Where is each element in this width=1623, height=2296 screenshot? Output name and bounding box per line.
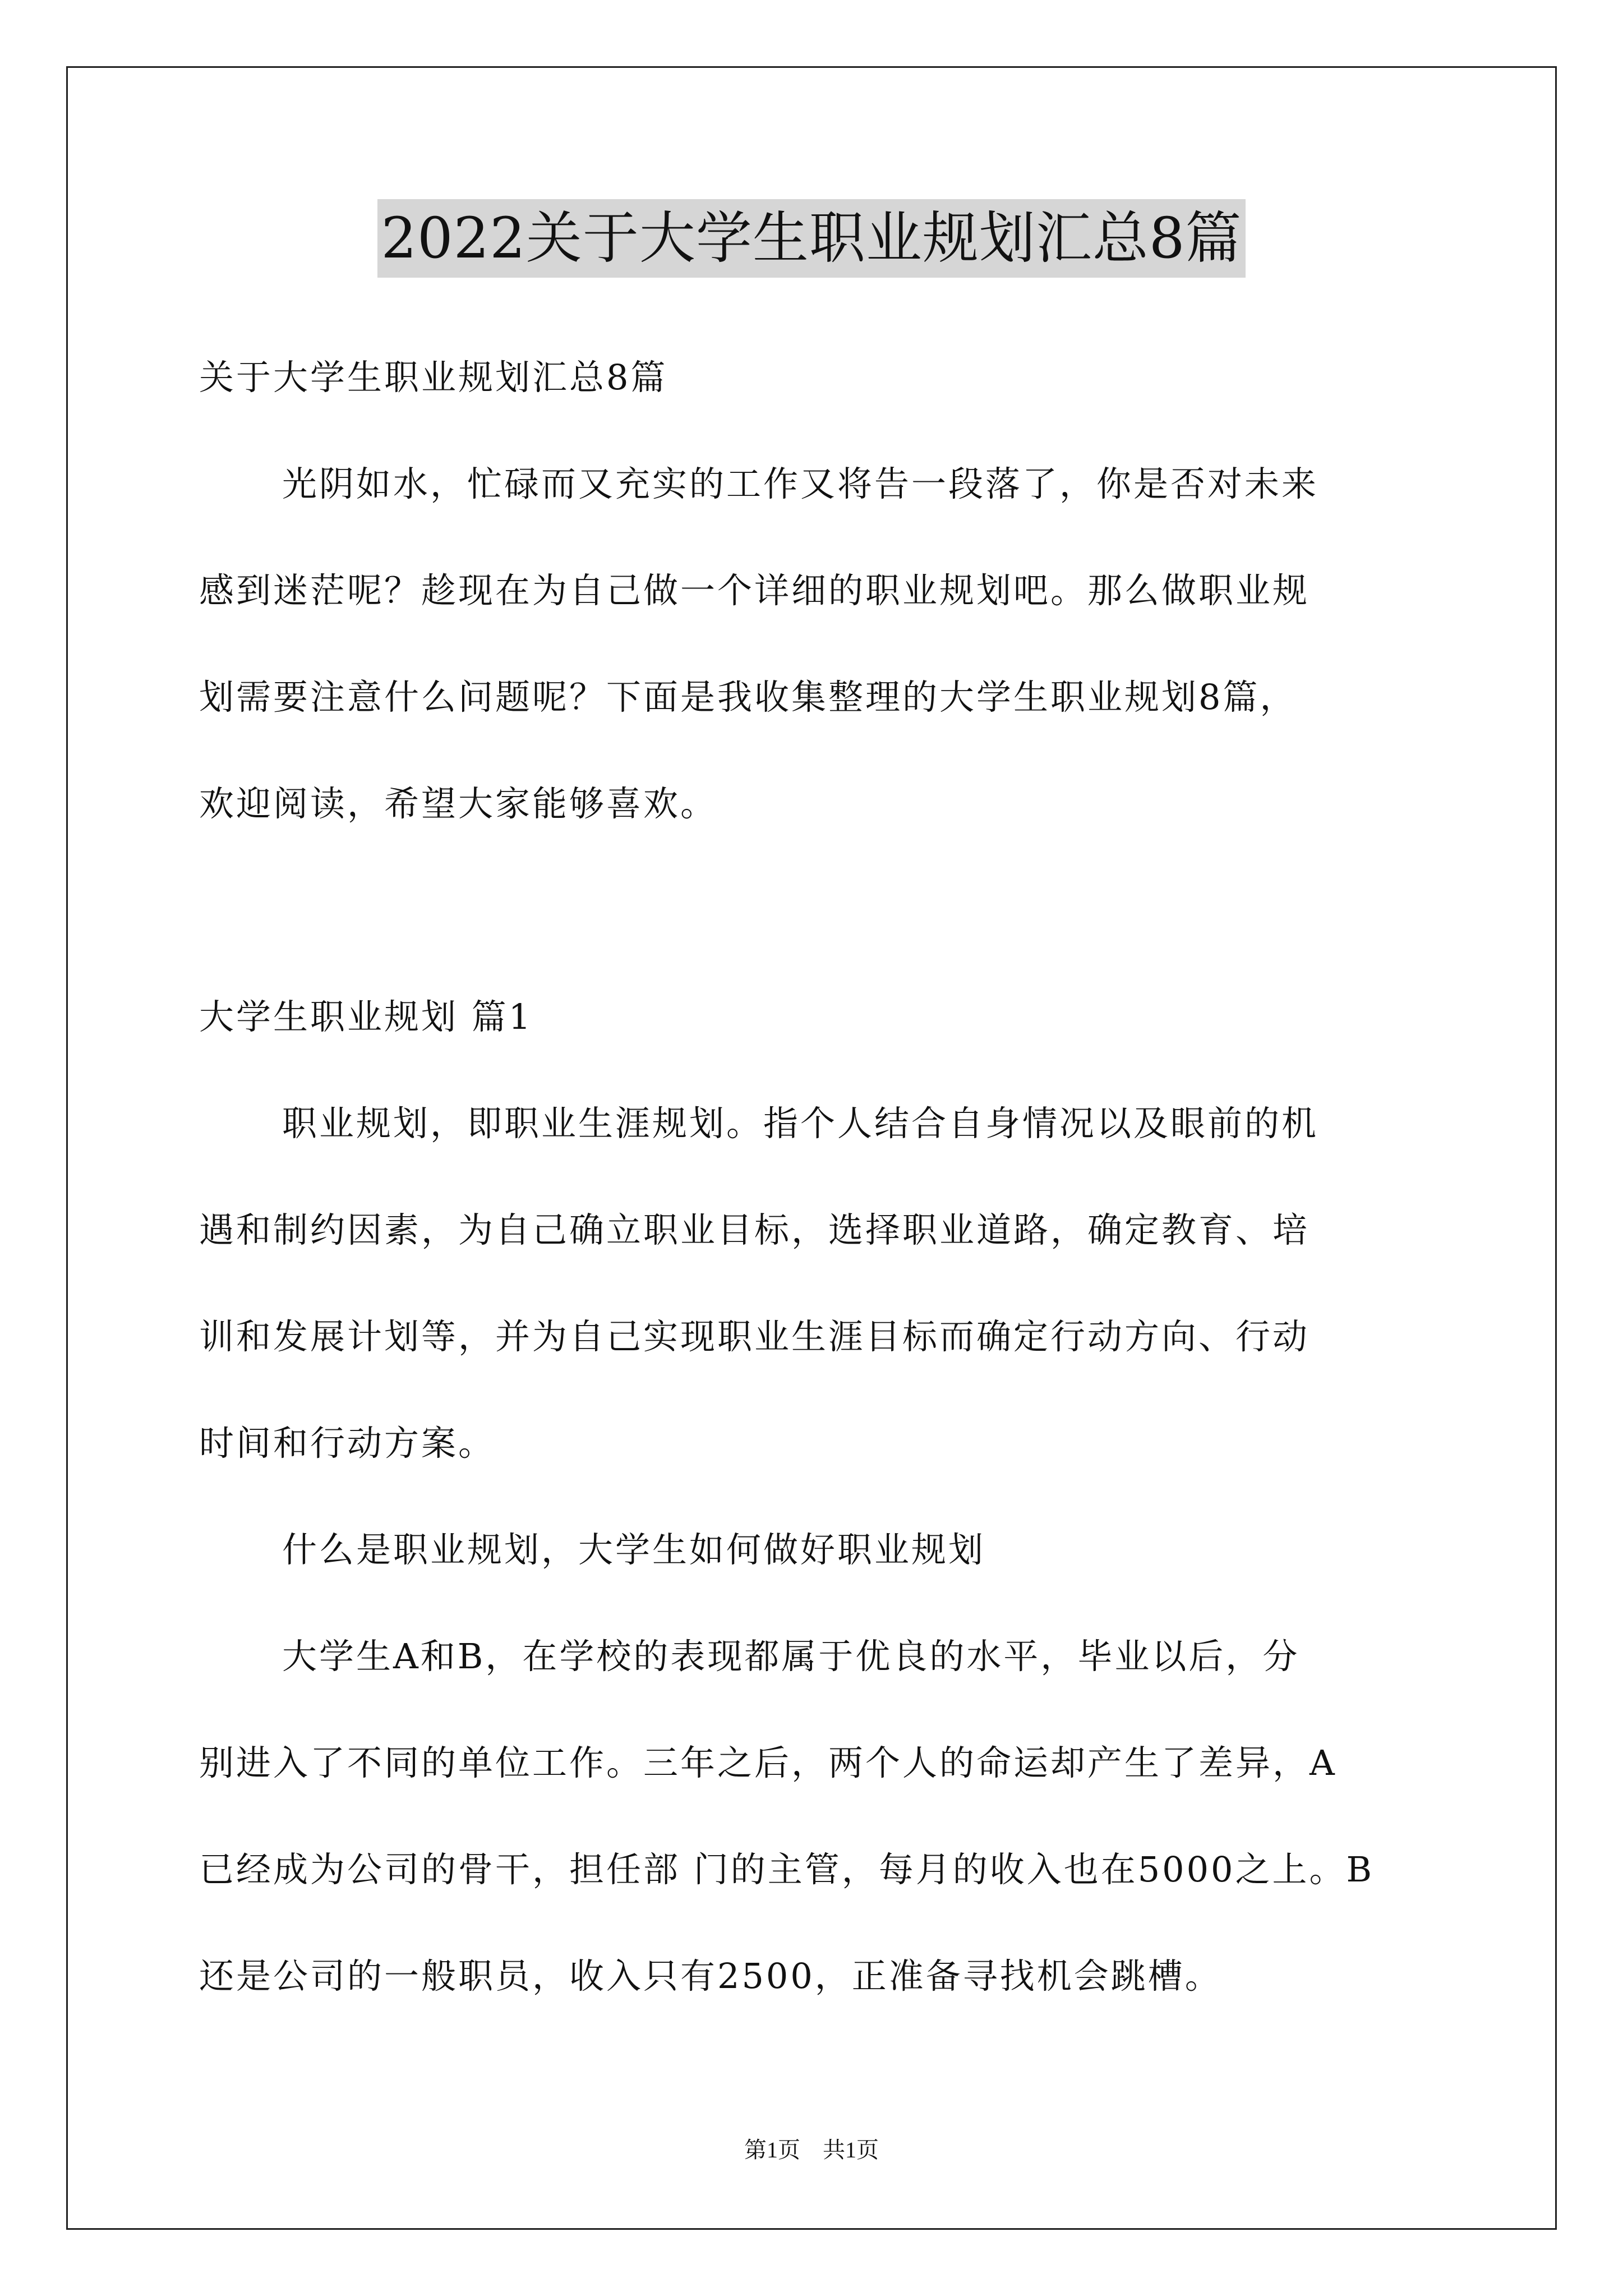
- title-container: [0, 199, 1623, 278]
- para3-line-4: 还是公司的一般职员，收入只有2500，正准备寻找机会跳槽。: [199, 1955, 1222, 1996]
- para1-line-4: 时间和行动方案。: [199, 1423, 496, 1464]
- para3-line-1: 大学生A和B，在学校的表现都属于优良的水平，毕业以后，分: [282, 1636, 1300, 1677]
- para2-line: 什么是职业规划，大学生如何做好职业规划: [282, 1529, 986, 1570]
- intro-line-4: 欢迎阅读，希望大家能够喜欢。: [199, 783, 718, 824]
- intro-line-3: 划需要注意什么问题呢？下面是我收集整理的大学生职业规划8篇，: [199, 677, 1297, 717]
- para3-line-3: 已经成为公司的骨干，担任部 门的主管，每月的收入也在5000之上。B: [199, 1849, 1375, 1890]
- para3-line-2: 别进入了不同的单位工作。三年之后，两个人的命运却产生了差异，A: [199, 1742, 1337, 1783]
- para1-line-3: 训和发展计划等，并为自己实现职业生涯目标而确定行动方向、行动: [199, 1316, 1310, 1357]
- document-subtitle: 关于大学生职业规划汇总8篇: [199, 357, 668, 398]
- document-title: 2022关于大学生职业规划汇总8篇: [377, 199, 1245, 278]
- intro-line-1: 光阴如水，忙碌而又充实的工作又将告一段落了，你是否对未来: [282, 463, 1319, 504]
- intro-line-2: 感到迷茫呢？趁现在为自己做一个详细的职业规划吧。那么做职业规: [199, 570, 1310, 611]
- para1-line-1: 职业规划，即职业生涯规划。指个人结合自身情况以及眼前的机: [282, 1103, 1319, 1144]
- section-heading: 大学生职业规划 篇1: [199, 996, 533, 1037]
- para1-line-2: 遇和制约因素，为自己确立职业目标，选择职业道路，确定教育、培: [199, 1209, 1310, 1250]
- page-footer: 第1页 共1页: [744, 2137, 879, 2162]
